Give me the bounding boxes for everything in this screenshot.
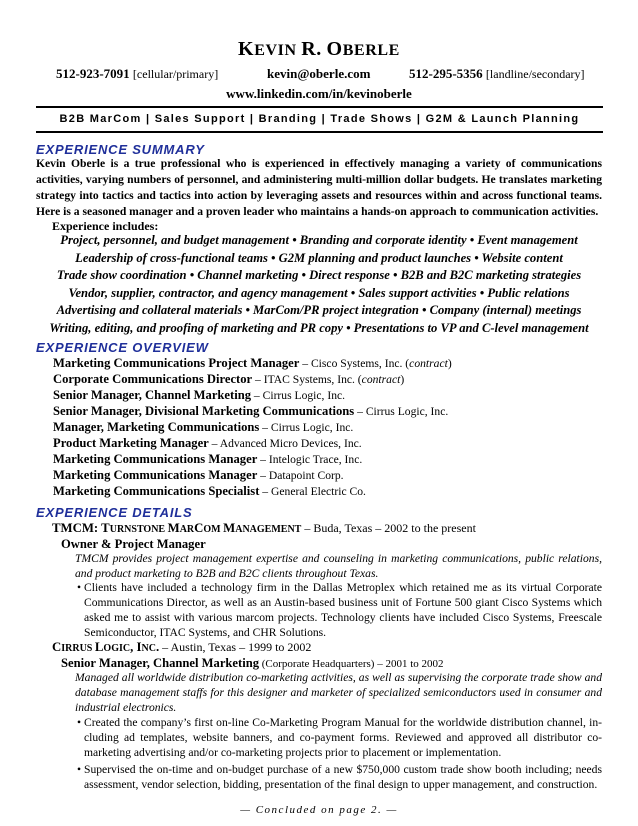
bullet-icon: •: [76, 716, 82, 729]
overview-item: Marketing Communications Manager – Datapoint Corp.: [53, 468, 344, 482]
includes-line: Advertising and collateral materials • MarCom/PR project integration • Company (internal) meetings: [56, 303, 582, 317]
applicant-name: KEVIN R. OBERLE: [238, 38, 400, 60]
company-heading-tmcm: TMCM: TURNSTONE MARCOM MANAGEMENT – Buda, Texas – 2002 to the present: [52, 521, 476, 535]
email-address[interactable]: kevin@oberle.com: [267, 66, 371, 81]
includes-line: Leadership of cross-functional teams • G2M planning and product launches • Website content: [75, 251, 563, 265]
section-heading-details: EXPERIENCE DETAILS: [36, 505, 193, 520]
overview-item: Senior Manager, Channel Marketing – Cirrus Logic, Inc.: [53, 388, 346, 402]
overview-item: Marketing Communications Specialist – General Electric Co.: [53, 484, 366, 498]
overview-item: Corporate Communications Director – ITAC Systems, Inc. (contract): [53, 372, 405, 386]
section-heading-summary: EXPERIENCE SUMMARY: [36, 142, 205, 157]
overview-item: Senior Manager, Divisional Marketing Communications – Cirrus Logic, Inc.: [53, 404, 449, 418]
overview-item: Marketing Communications Project Manager – Cisco Systems, Inc. (contract): [53, 356, 452, 370]
role-title: Owner & Project Manager: [61, 537, 206, 551]
bullet-icon: •: [76, 581, 82, 594]
summary-paragraph: Kevin Oberle is a true professional who is experienced in effectively managing a variety of communications activities, varying numbers of personnel, and administering multi-million dollar budgets. He translates marketing strategy into tactics and tactics into action by leveraging assets and resources within and across functional teams. Here is a seasoned manager and a proven leader who maintains a hands-on approach to communication activities.: [36, 157, 602, 218]
company-heading-cirrus: CIRRUS LOGIC, INC. – Austin, Texas – 1999 to 2002: [52, 640, 312, 654]
overview-item: Product Marketing Manager – Advanced Micro Devices, Inc.: [53, 436, 362, 450]
bullet-icon: •: [76, 763, 82, 776]
skills-band-text: B2B MarCom | Sales Support | Branding | Trade Shows | G2M & Launch Planning: [59, 113, 580, 125]
role-title: Senior Manager, Channel Marketing (Corporate Headquarters) – 2001 to 2002: [61, 656, 444, 670]
includes-line: Vendor, supplier, contractor, and agency management • Sales support activities • Public relations: [68, 286, 570, 300]
achievement-bullet: • Supervised the on-time and on-budget purchase of a new $750,000 custom trade show booth including; needs assessment, vendor selection, bidding, presentation of the final design to upper management, and construction.: [76, 763, 602, 791]
overview-item: Manager, Marketing Communications – Cirrus Logic, Inc.: [53, 420, 354, 434]
role-description: TMCM provides project management expertise and counseling in marketing communications, public relations, and product marketing to B2B and B2C clients throughout Texas.: [75, 552, 602, 580]
phone-primary: 512-923-7091 [cellular/primary]: [56, 66, 219, 81]
achievement-bullet: • Created the company’s first on-line Co-Marketing Program Manual for the worldwide distribution channel, in-cluding ad templates, website banners, and co-payment forms. Reviewed and approved all distributor co-marketing advertising and/or co-marketing projects prior to placement or implementation.: [76, 716, 602, 759]
includes-line: Writing, editing, and proofing of marketing and PR copy • Presentations to VP and C-level management: [49, 321, 589, 335]
role-description: Managed all worldwide distribution co-marketing activities, as well as supervising the corporate trade show and database management staffs for this designer and marketer of specialized semiconductors used in consumer and industrial electronics.: [75, 671, 602, 714]
section-heading-overview: EXPERIENCE OVERVIEW: [36, 340, 209, 355]
includes-line: Project, personnel, and budget management • Branding and corporate identity • Event management: [60, 233, 578, 247]
achievement-bullet: • Clients have included a technology firm in the Dallas Metroplex which retained me as its virtual Corporate Communications Director, as well as an Austin-based business unit of Fortune 500 giant Cisco Systems which asked me to assist with various marcom projects. Technology clients have included Cisco Systems, Freescale Semiconductor, ITAC Systems, and CHR Solutions.: [76, 581, 602, 639]
includes-line: Trade show coordination • Channel marketing • Direct response • B2B and B2C marketing strategies: [56, 268, 582, 282]
overview-item: Marketing Communications Manager – Intelogic Trace, Inc.: [53, 452, 363, 466]
includes-label: Experience includes:: [52, 219, 159, 233]
phone-secondary: 512-295-5356 [landline/secondary]: [409, 66, 585, 81]
linkedin-url[interactable]: www.linkedin.com/in/kevinoberle: [226, 86, 412, 101]
page-continuation-note: — Concluded on page 2. —: [240, 804, 398, 816]
